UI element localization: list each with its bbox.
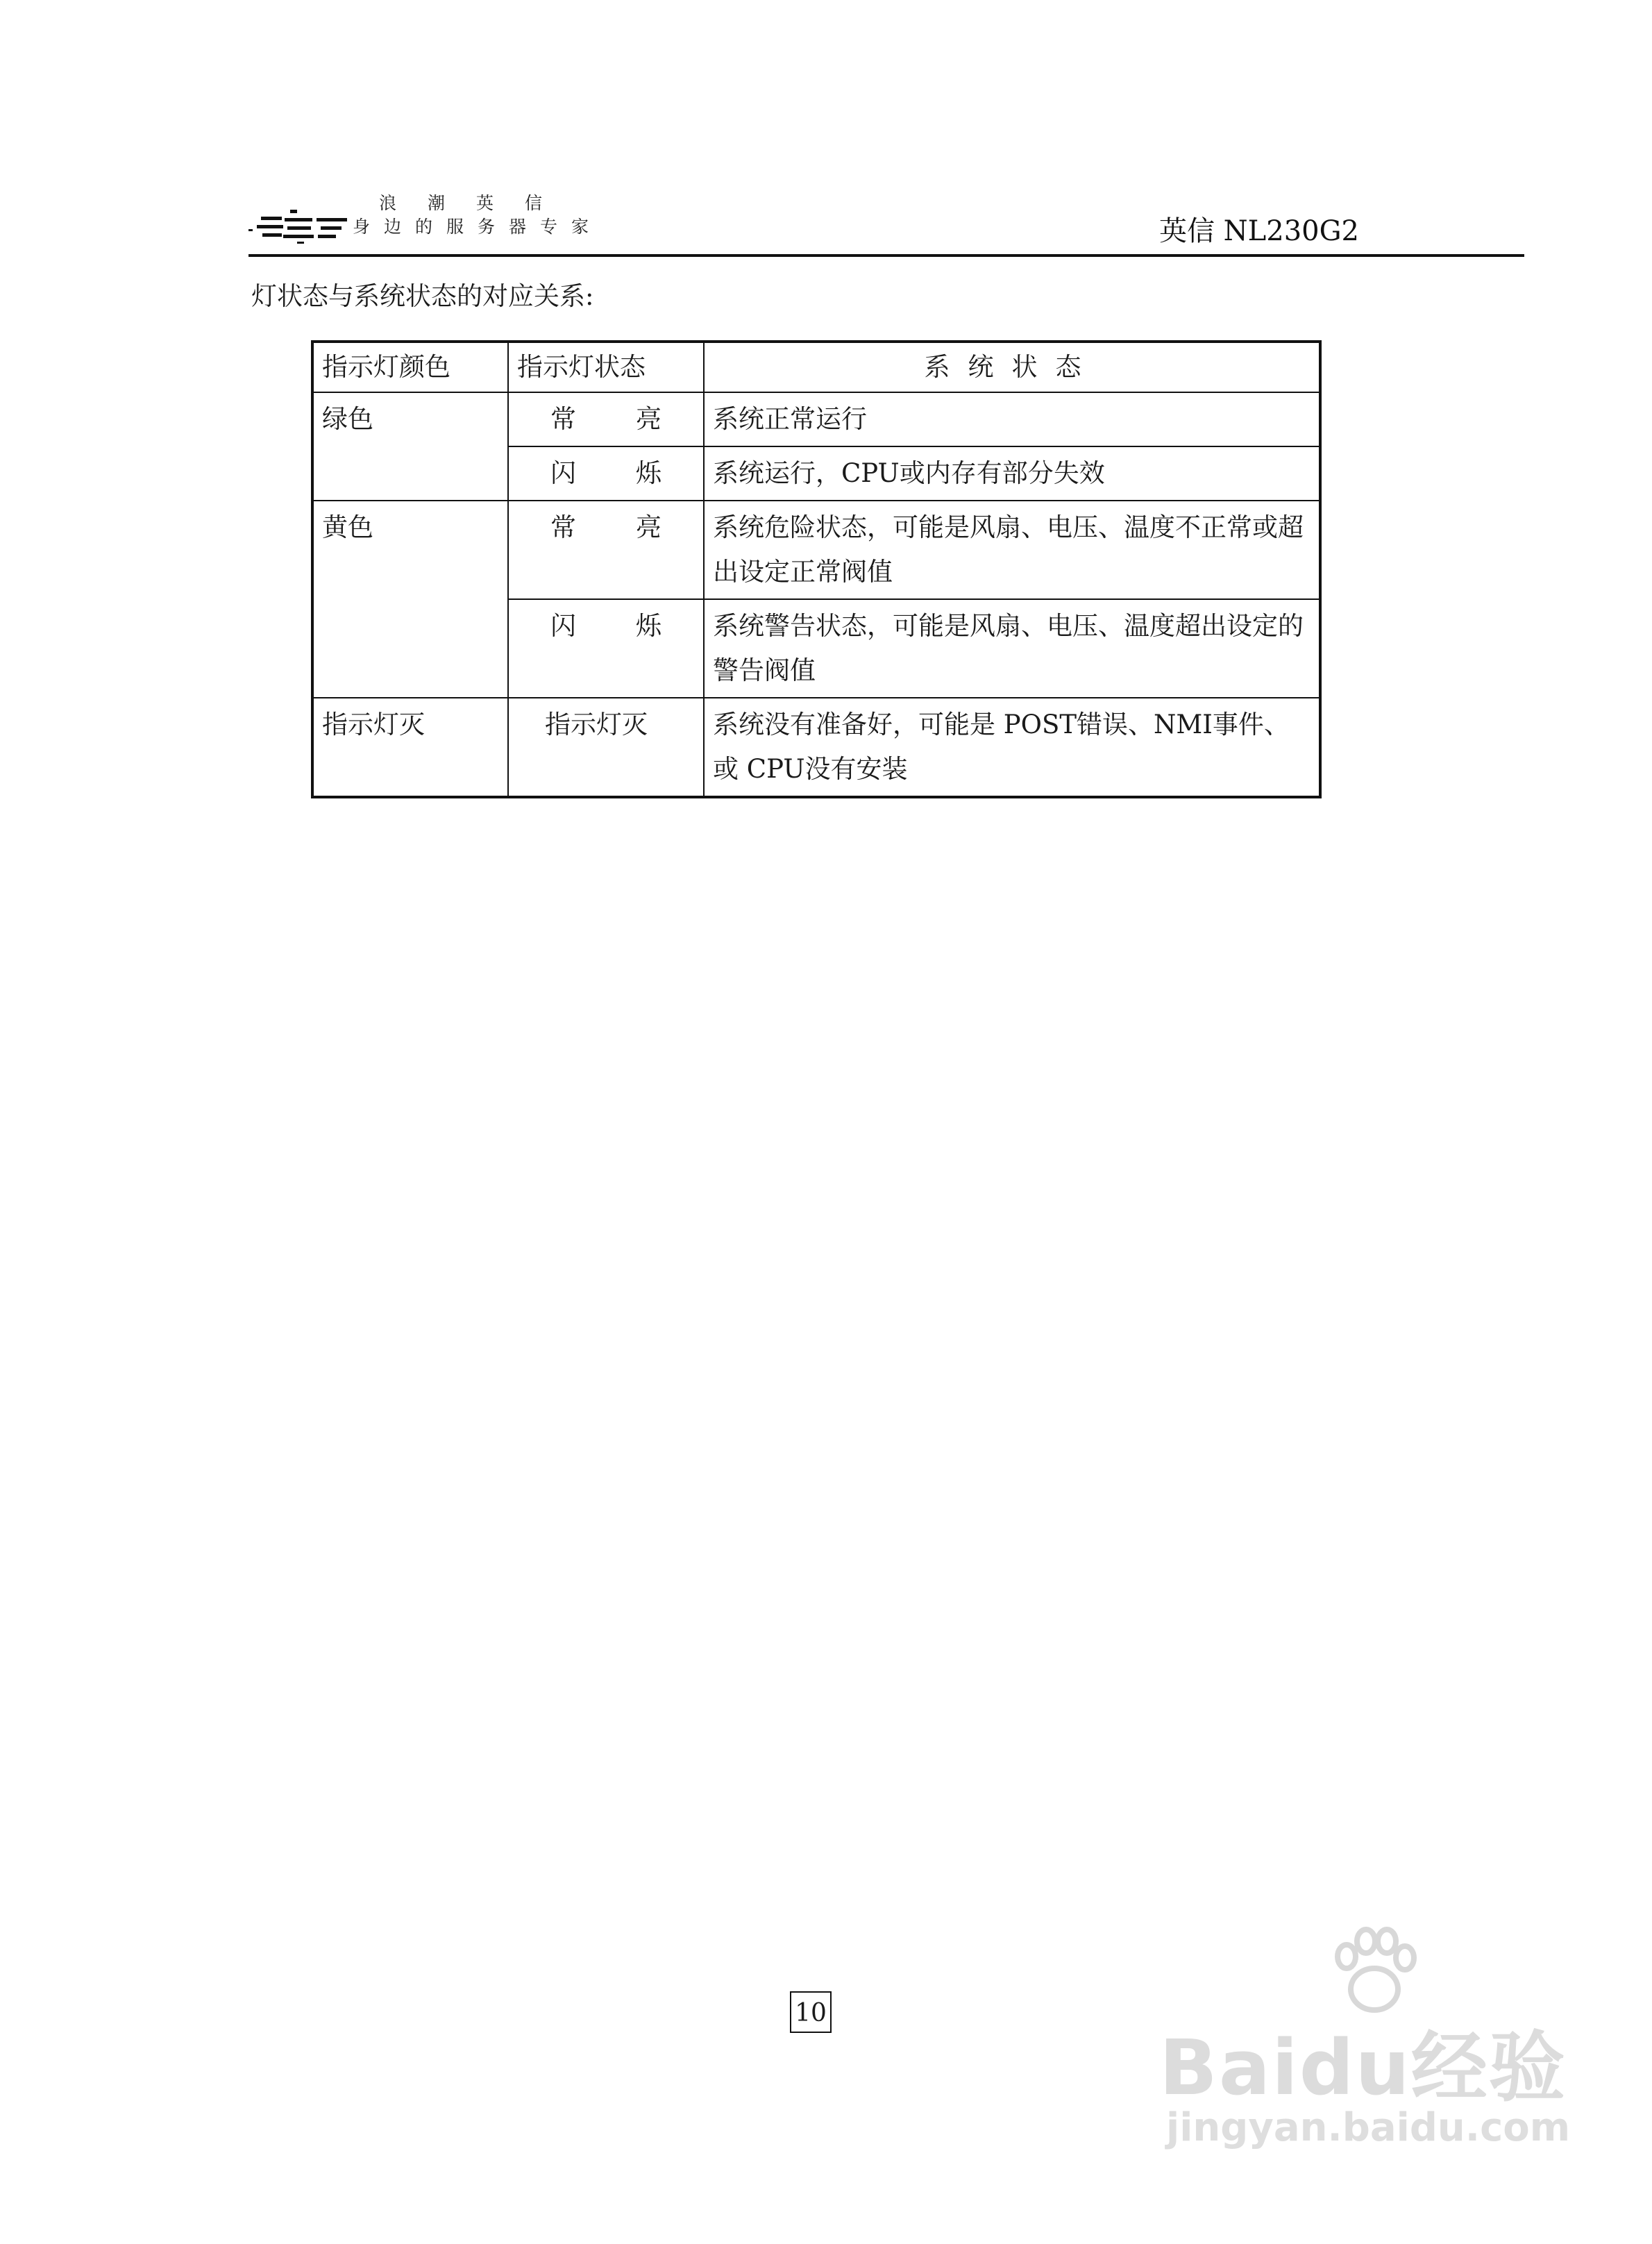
logo-slogan-text: 身边的服务器专家 [353,217,603,237]
system-state-cell: 系统危险状态，可能是风扇、电压、温度不正常或超出设定正常阀值 [704,501,1320,599]
led-state-cell: 常亮 [508,392,704,446]
column-header-led-state: 指示灯状态 [508,342,704,392]
watermark-brand: Baidu经验 [1159,2023,1567,2112]
inspur-logo-icon [248,196,353,255]
document-title: 英信 NL230G2 [1158,215,1359,247]
table-row [312,501,1320,599]
column-header-system-state: 系统状态 [704,342,1320,392]
led-color-cell: 绿色 [312,392,508,501]
page-header [248,182,1524,258]
led-color-cell: 指示灯灭 [312,698,508,797]
system-state-cell: 系统没有准备好，可能是 POST错误、NMI事件、或 CPU没有安装 [704,698,1320,797]
header-divider [248,254,1524,257]
system-state-cell: 系统正常运行 [704,392,1320,446]
led-state-cell: 闪烁 [508,446,704,501]
baidu-watermark [1152,1923,1571,2173]
led-status-table [311,340,1322,798]
led-color-cell: 黄色 [312,501,508,698]
logo-tagline [353,192,602,239]
paw-icon [1326,1923,1423,2020]
led-state-cell: 指示灯灭 [508,698,704,797]
system-state-cell: 系统运行，CPU或内存有部分失效 [704,446,1320,501]
logo-brand-text: 浪潮英信 [379,193,574,213]
watermark-url: jingyan.baidu.com [1166,2105,1571,2150]
page-number: 10 [790,1991,832,2033]
led-state-cell: 常亮 [508,501,704,599]
table-row [312,392,1320,446]
column-header-led-color: 指示灯颜色 [312,342,508,392]
intro-paragraph: 灯状态与系统状态的对应关系: [251,281,594,311]
table-row [312,698,1320,797]
table-header-row [312,342,1320,392]
led-state-cell: 闪烁 [508,599,704,698]
system-state-cell: 系统警告状态，可能是风扇、电压、温度超出设定的警告阀值 [704,599,1320,698]
